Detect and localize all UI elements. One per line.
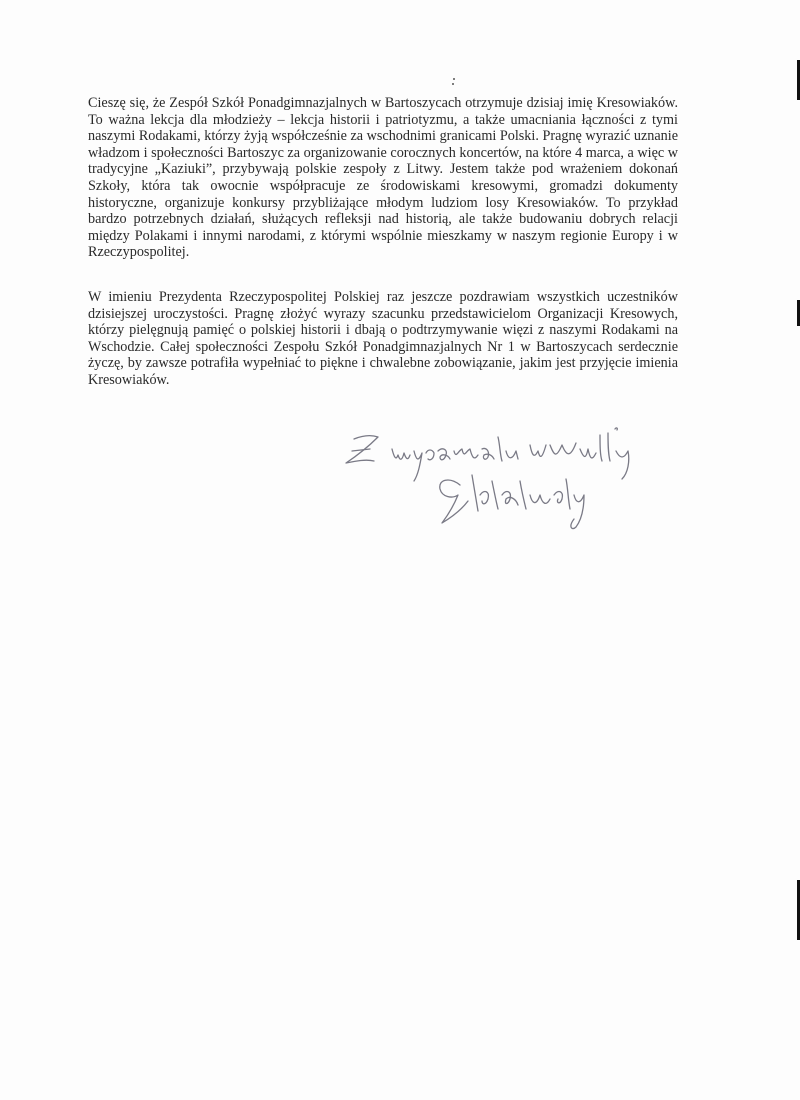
letter-paragraph-1: Cieszę się, że Zespół Szkół Ponadgimnazjalnych w Bartoszycach otrzymuje dzisiaj imię Kresowiaków. To ważna lekcja dla młodzieży – lekcja historii i patriotyzmu, a także umacniania łączności z tymi naszymi Rodakami, którzy żyją współcześnie za wschodnimi granicami Polski. Pragnę wyrazić uznanie władzom i społeczności Bartoszyc za organizowanie corocznych koncertów, na które 4 marca, a więc w tradycyjne „Kaziuki”, przybywają polskie zespoły z Litwy. Jestem także pod wrażeniem dokonań Szkoły, która tak owocnie współpracuje ze środowiskami kresowymi, gromadzi dokumenty historyczne, organizuje konkursy przybliżające młodym ludziom losy Kresowiaków. To przykład bardzo potrzebnych działań, służących refleksji nad historią, ale także budowaniu dobrych relacji między Polakami i innymi narodami, z którymi wspólnie mieszkamy w naszym regionie Europy i w Rzeczypospolitej. bbox=[88, 95, 678, 261]
handwritten-signature bbox=[330, 415, 690, 535]
signature-drawing bbox=[330, 415, 690, 535]
scan-speck bbox=[453, 78, 455, 80]
letter-paragraph-2: W imieniu Prezydenta Rzeczypospolitej Polskiej raz jeszcze pozdrawiam wszystkich uczestników dzisiejszej uroczystości. Pragnę złożyć wyrazy szacunku przedstawicielom Organizacji Kresowych, którzy pielęgnują pamięć o polskiej historii i dbają o podtrzymywanie więzi z naszymi Rodakami na Wschodzie. Całej społeczności Zespołu Szkół Ponadgimnazjalnych Nr 1 w Bartoszycach serdecznie życzę, by zawsze potrafiła wypełniać to piękne i chwalebne zobowiązanie, jakim jest przyjęcie imienia Kresowiaków. bbox=[88, 289, 678, 388]
scan-speck bbox=[452, 83, 454, 85]
